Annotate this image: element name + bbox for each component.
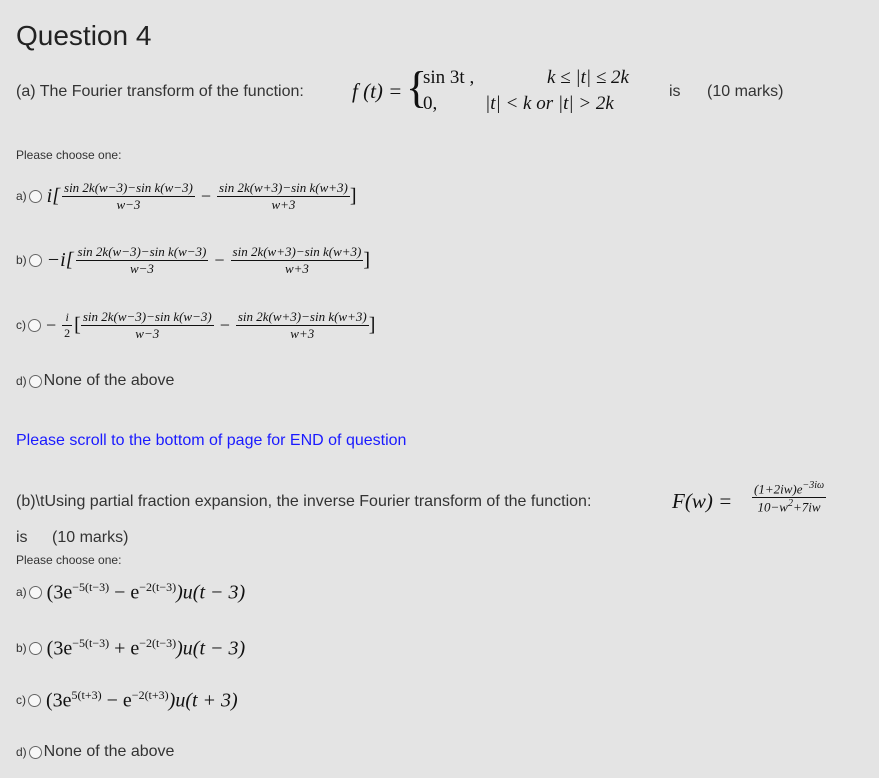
open-bracket: [ — [74, 313, 81, 336]
case1-expression: sin 3t , — [423, 67, 475, 88]
choose-label-b: Please choose one: — [16, 553, 122, 567]
minus-sign: − — [219, 314, 230, 335]
option-text: None of the above — [43, 743, 175, 760]
option-b-part-a[interactable] — [16, 240, 370, 280]
scroll-note: Please scroll to the bottom of page for END of question — [16, 432, 407, 449]
piecewise-brace: { — [406, 63, 428, 112]
part-a-function-lhs: f (t) = — [352, 79, 403, 103]
option-c-part-a[interactable] — [16, 305, 375, 345]
question-title: Question 4 — [16, 20, 152, 51]
fraction-1: $\frac{\text{sin 2k(w−3)−sin k(w−3)}}{w-3}$ — [77, 243, 207, 276]
close-bracket: ] — [363, 248, 371, 271]
radio-button[interactable] — [29, 746, 42, 759]
radio-button[interactable] — [29, 642, 42, 655]
part-b-function-lhs: F(w) = — [672, 489, 733, 513]
option-b-part-b[interactable] — [16, 636, 245, 661]
part-a-prefix: (a) The Fourier transform of the function: — [16, 83, 304, 100]
option-d-part-a[interactable] — [16, 372, 174, 390]
minus-sign: − — [214, 249, 225, 270]
close-bracket: ] — [368, 313, 376, 336]
part-b-is: is — [16, 529, 28, 546]
option-a-part-b[interactable] — [16, 580, 245, 605]
coefficient-minus: − — [46, 314, 57, 335]
close-bracket: ] — [349, 184, 357, 207]
coefficient: −i[ — [46, 248, 74, 271]
option-c-part-b[interactable] — [16, 688, 238, 713]
part-a-marks: (10 marks) — [707, 83, 784, 100]
option-label: d) — [16, 745, 27, 759]
part-b-marks: (10 marks) — [52, 529, 129, 546]
fraction-1: $\frac{\text{sin 2k(w−3)−sin k(w−3)}}{w-3}$ — [82, 308, 212, 341]
option-label: b) — [16, 641, 27, 656]
part-a-is: is — [669, 83, 681, 100]
part-b-fraction: $\frac{(1+2iw)e^{-3i\omega}}{10-w^2+7iw}$ — [754, 480, 825, 515]
option-label: a) — [16, 585, 27, 600]
option-label: a) — [16, 189, 27, 203]
option-text: None of the above — [43, 372, 175, 389]
part-b-prefix: (b)\tUsing partial fraction expansion, the inverse Fourier transform of the function: — [16, 493, 592, 510]
option-expression: $(3e^{-5(t-3)} + e^{-2(t-3)})u(t - 3)$ — [46, 636, 246, 660]
case1-condition: k ≤ |t| ≤ 2k — [547, 67, 629, 88]
choose-label-a: Please choose one: — [16, 148, 122, 162]
minus-sign: − — [200, 185, 212, 206]
coefficient-fraction: $\frac{i}{2}$ — [64, 309, 71, 340]
option-expression: $(3e^{5(t+3)} - e^{-2(t+3)})u(t + 3)$ — [46, 688, 238, 712]
fraction-1: $\frac{\text{sin 2k(w−3)−sin k(w−3)}}{w-3}$ — [64, 179, 193, 212]
case2-expression: 0, — [423, 93, 438, 114]
option-label: c) — [16, 693, 26, 708]
radio-button[interactable] — [29, 190, 42, 203]
fraction-2: $\frac{\text{sin 2k(w+3)−sin k(w+3)}}{w+3}$ — [219, 179, 348, 212]
radio-button[interactable] — [29, 375, 42, 388]
case2-condition: |t| < k or |t| > 2k — [485, 93, 614, 114]
radio-button[interactable] — [29, 254, 42, 267]
option-expression: $(3e^{-5(t-3)} - e^{-2(t-3)})u(t - 3)$ — [46, 580, 246, 604]
option-d-part-b[interactable] — [16, 743, 174, 761]
option-label: b) — [16, 253, 27, 267]
option-label: d) — [16, 374, 27, 388]
fraction-2: $\frac{\text{sin 2k(w+3)−sin k(w+3)}}{w+3}$ — [232, 243, 362, 276]
radio-button[interactable] — [28, 694, 41, 707]
coefficient: i[ — [46, 184, 61, 207]
option-a-part-a[interactable] — [16, 176, 357, 216]
radio-button[interactable] — [28, 319, 41, 332]
option-label: c) — [16, 318, 26, 332]
fraction-2: $\frac{\text{sin 2k(w+3)−sin k(w+3)}}{w+3}$ — [237, 308, 367, 341]
radio-button[interactable] — [29, 586, 42, 599]
